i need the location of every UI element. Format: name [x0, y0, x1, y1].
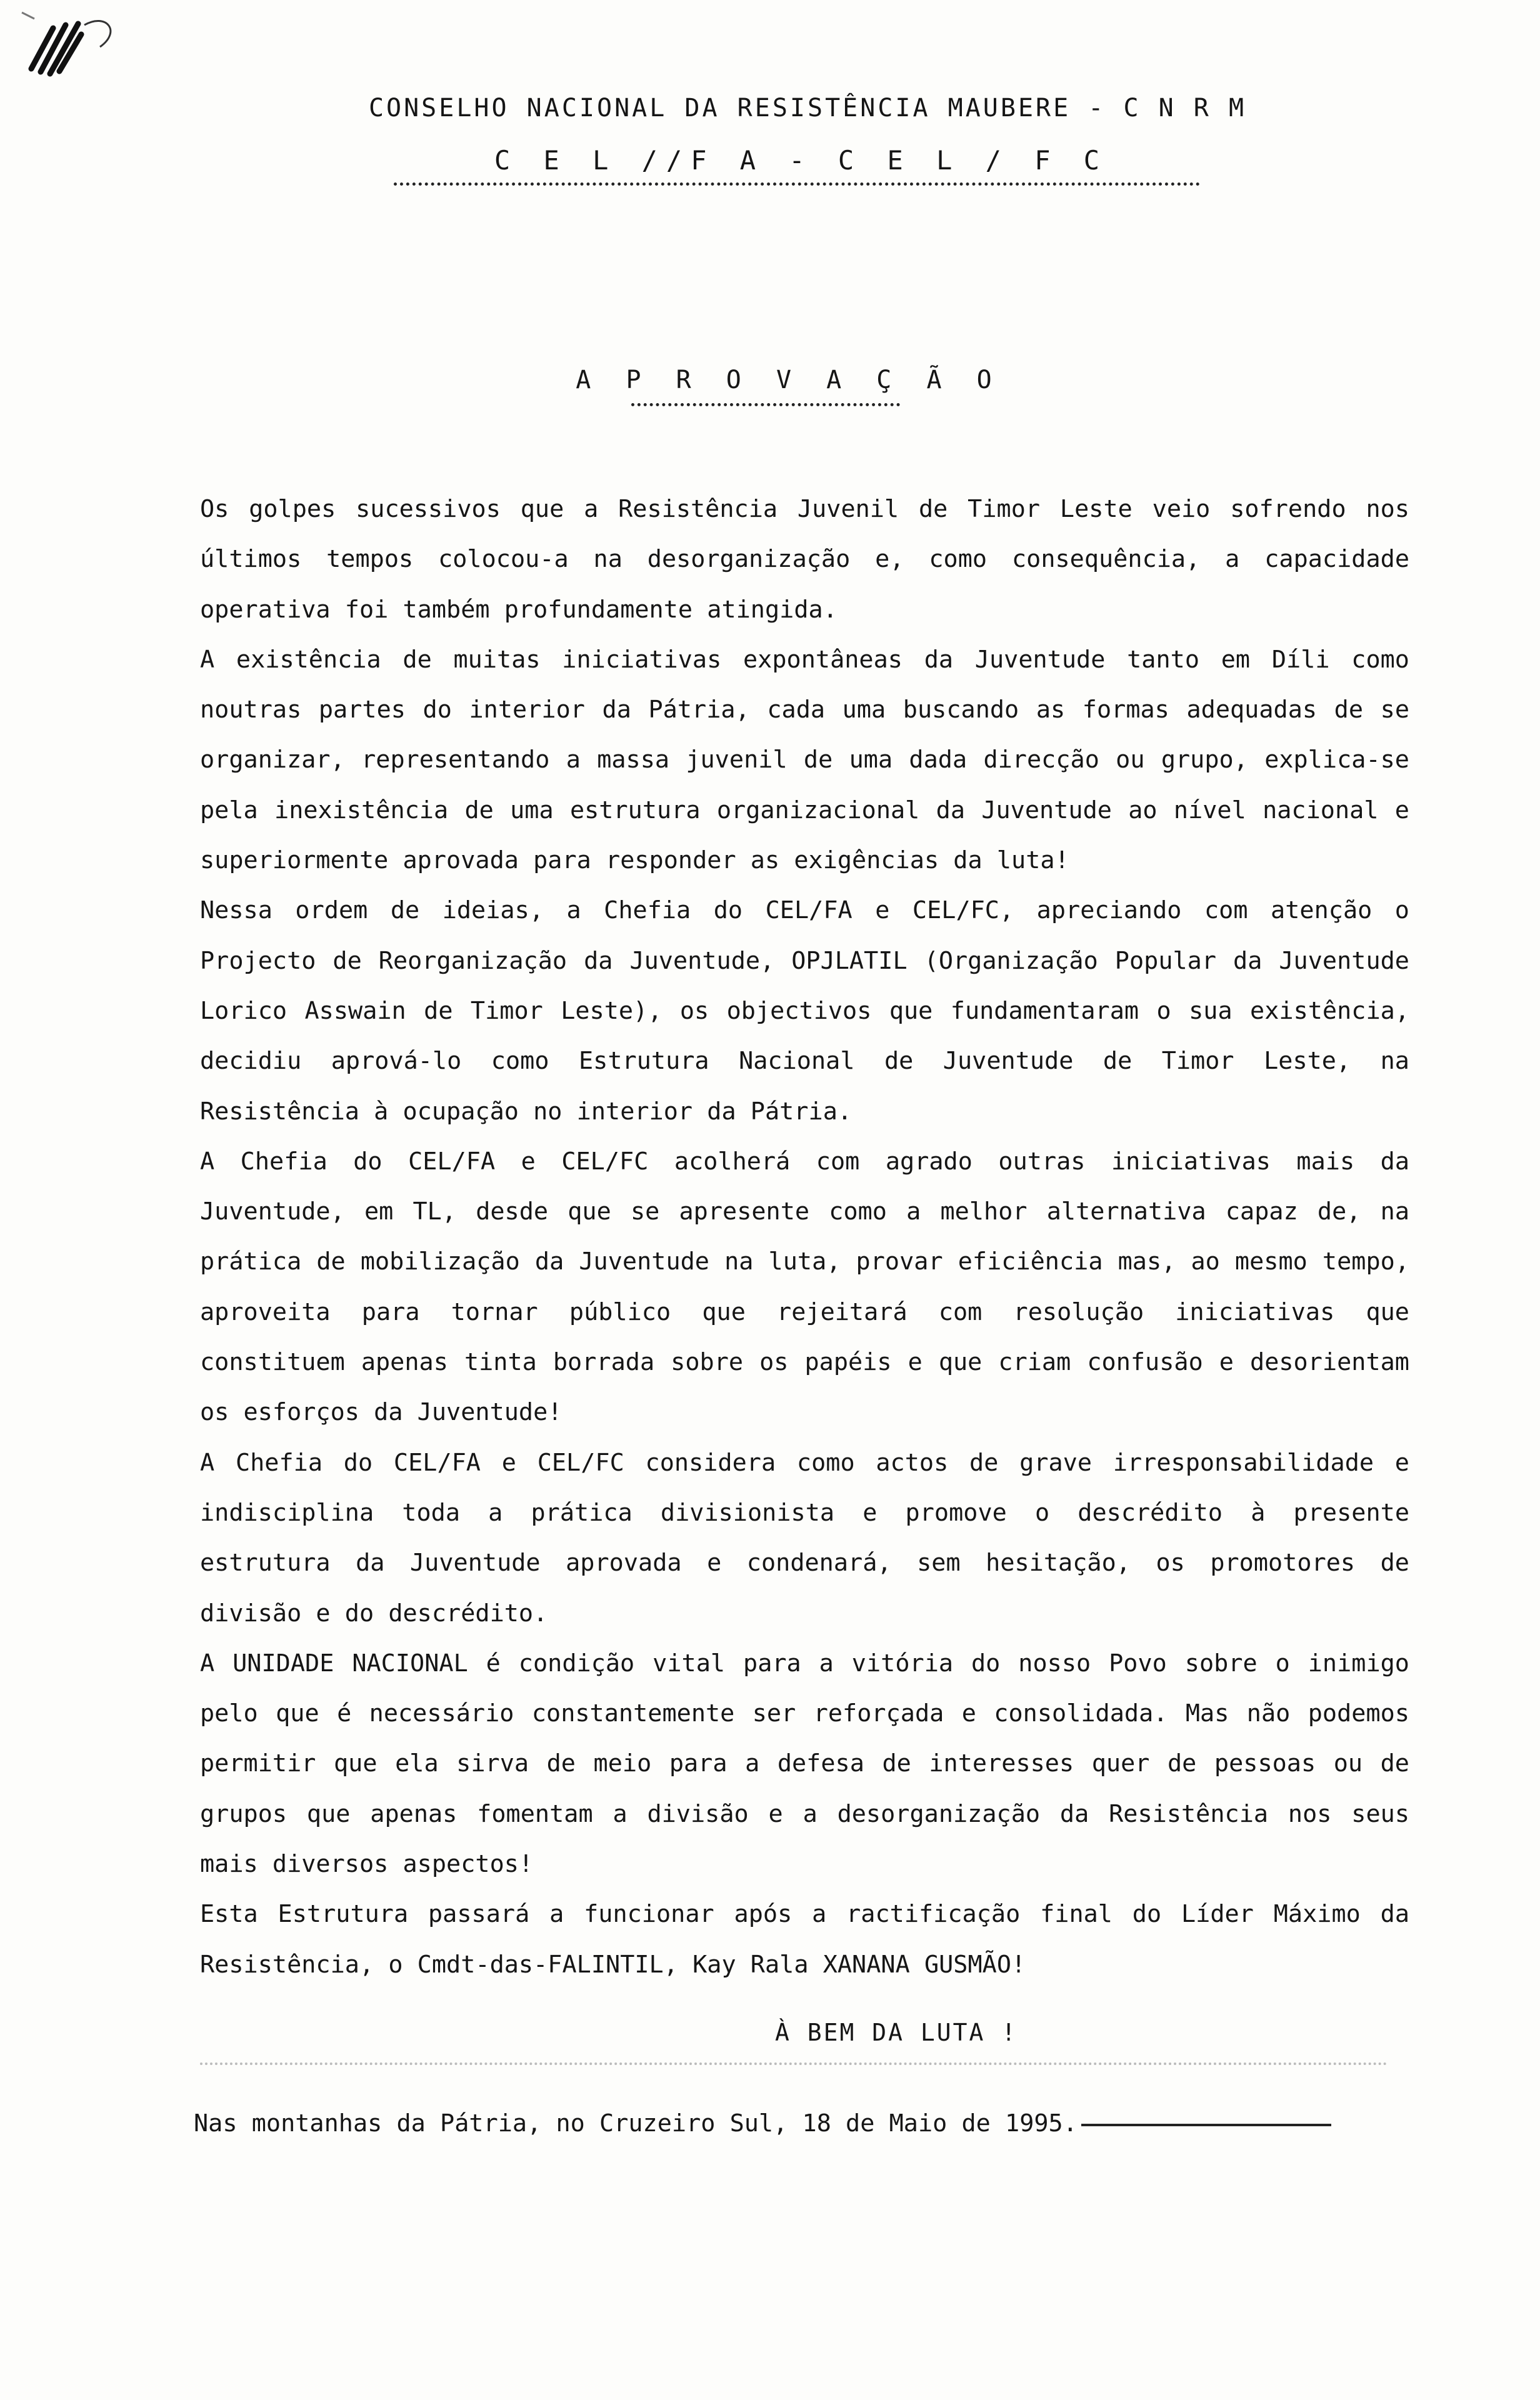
- paragraph: Nessa ordem de ideias, a Chefia do CEL/FA e CEL/FC, apreciando com atenção o Projecto de Reorganização da Juventude, OPJLATIL (Organização Popular da Juventude Lorico Asswain de Timor Leste), os objectivos que fundamentaram o sua existência, decidiu aprová-lo como Estrutura Nacional de Juventude de Timor Leste, na Resistência à ocupação no interior da Pátria.: [200, 896, 1409, 1126]
- place-date-line: [194, 2109, 1331, 2138]
- paragraph: A UNIDADE NACIONAL é condição vital para a vitória do nosso Povo sobre o inimigo pelo que é necessário constantemente ser reforçada e consolidada. Mas não podemos permitir que ela sirva de meio para a defesa de interesses quer de pessoas ou de grupos que apenas fomentam a divisão e a desorganização da Resistência nos seus mais diversos aspectos!: [200, 1649, 1409, 1879]
- document-title: A P R O V A Ç Ã O: [576, 366, 1002, 394]
- scribble-mark: [19, 6, 125, 81]
- paragraph: Esta Estrutura passará a funcionar após a ractificação final do Líder Máximo da Resistência, o Cmdt-das-FALINTIL, Kay Rala XANANA GUSMÃO!: [200, 1900, 1409, 1979]
- paragraph: A existência de muitas iniciativas expontâneas da Juventude tanto em Díli como noutras partes do interior da Pátria, cada uma buscando as formas adequadas de se organizar, representando a massa juvenil de uma dada direcção ou grupo, explica-se pela inexistência de uma estrutura organizacional da Juventude ao nível nacional e superiormente aprovada para responder as exigências da luta!: [200, 645, 1409, 875]
- document-body: [200, 484, 1409, 1990]
- organization-heading: CONSELHO NACIONAL DA RESISTÊNCIA MAUBERE - C N R M: [368, 94, 1247, 122]
- closing-salutation: À BEM DA LUTA !: [775, 2019, 1018, 2046]
- command-heading: C E L //F A - C E L / F C: [494, 145, 1109, 176]
- paragraph: A Chefia do CEL/FA e CEL/FC considera como actos de grave irresponsabilidade e indisciplina toda a prática divisionista e promove o descrédito à presente estrutura da Juventude aprovada e condenará, sem hesitação, os promotores de divisão e do descrédito.: [200, 1448, 1409, 1628]
- place-date-text: Nas montanhas da Pátria, no Cruzeiro Sul, 18 de Maio de 1995.: [194, 2109, 1078, 2138]
- heading-underline: [394, 182, 1200, 186]
- paragraph: A Chefia do CEL/FA e CEL/FC acolherá com agrado outras iniciativas mais da Juventude, em TL, desde que se apresente como a melhor alternativa capaz de, na prática de mobilização da Juventude na luta, provar eficiência mas, ao mesmo tempo, aproveita para tornar público que rejeitará com resolução iniciativas que constituem apenas tinta borrada sobre os papéis e que criam confusão e desorientam os esforços da Juventude!: [200, 1147, 1409, 1427]
- faint-dotted-line: [200, 2062, 1388, 2065]
- title-underline: [631, 403, 900, 406]
- paragraph: Os golpes sucessivos que a Resistência Juvenil de Timor Leste veio sofrendo nos últimos tempos colocou-a na desorganização e, como consequência, a capacidade operativa foi também profundamente atingida.: [200, 495, 1409, 624]
- trailing-dash-line: [1081, 2124, 1331, 2126]
